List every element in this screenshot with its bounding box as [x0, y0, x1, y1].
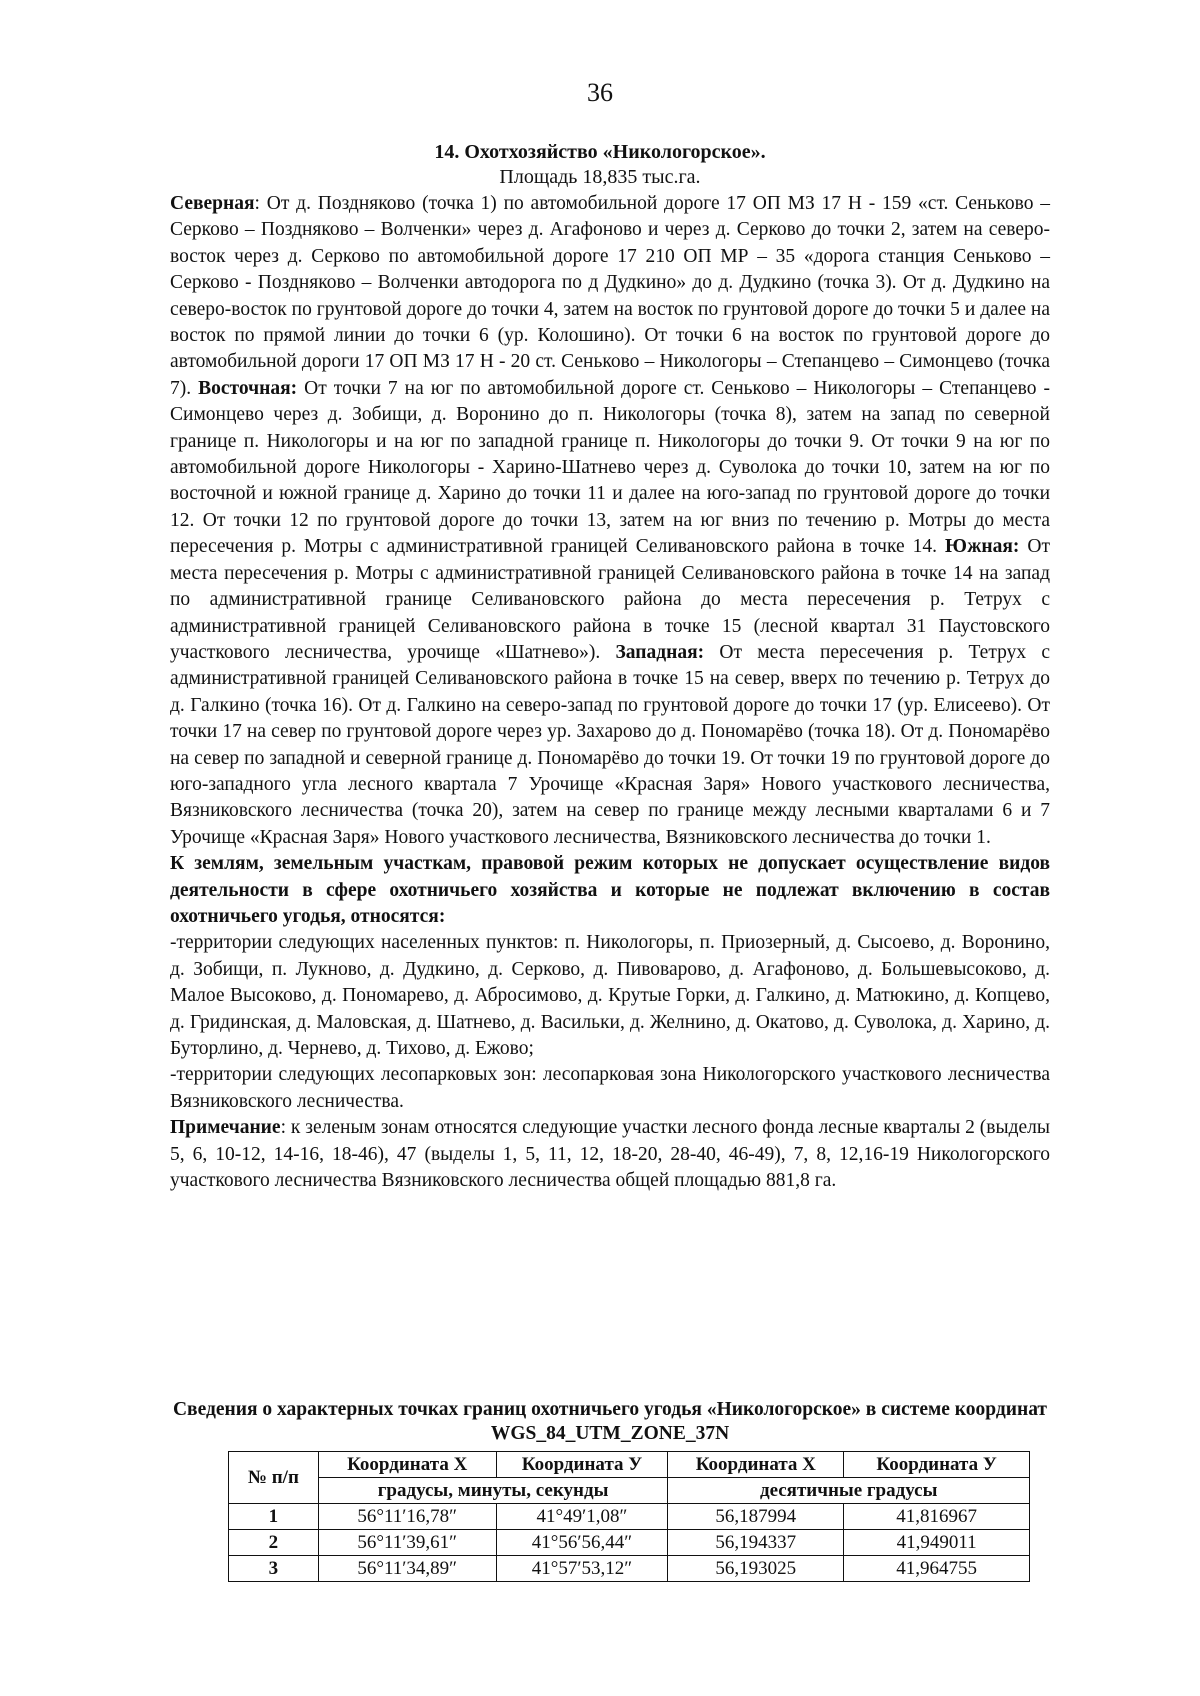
header-dms-units: градусы, минуты, секунды — [318, 1478, 668, 1504]
header-x-dms: Координата Х — [318, 1452, 496, 1478]
note-paragraph — [170, 1115, 1050, 1194]
header-x-dec: Координата Х — [668, 1452, 844, 1478]
cell-x-dec: 56,187994 — [668, 1504, 844, 1530]
cell-y-dec: 41,816967 — [844, 1504, 1030, 1530]
cell-x-dec: 56,193025 — [668, 1556, 844, 1582]
header-dec-units: десятичные градусы — [668, 1478, 1030, 1504]
cell-y-dms: 41°49′1,08″ — [496, 1504, 668, 1530]
section-title: 14. Охотхозяйство «Никологорское». — [434, 141, 766, 163]
coordinates-table — [228, 1451, 1030, 1582]
cell-y-dec: 41,964755 — [844, 1556, 1030, 1582]
table-title: Сведения о характерных точках границ охотничьего угодья «Никологорское» в системе координат WGS_84_UTM_ZONE_37N — [172, 1399, 1048, 1444]
cell-y-dec: 41,949011 — [844, 1530, 1030, 1556]
row-num: 3 — [229, 1556, 319, 1582]
east-text: От точки 7 на юг по автомобильной дороге ст. Сеньково – Никологоры – Степанцево - Симонцево через д. Зобищи, д. Воронино до п. Никологоры (точка 8), затем на запад по северной границе п. Никологоры и на юг по западной границе п. Никологоры до точки 9. От точки 9 на юг по автомобильной дороге Никологоры - Харино-Шатнево через д. Суволока до точки 10, затем на юг по восточной и южной границе д. Харино до точки 11 и далее на юго-запад по грунтовой дороге до точки 12. От точки 12 по грунтовой дороге до точки 13, затем на юг вниз по течению р. Мотры до места пересечения р. Мотры с административной границей Селивановского района в точке 14. — [170, 377, 1050, 558]
north-label: Северная — [170, 193, 255, 214]
area-line: Площадь 18,835 тыс.га. — [499, 166, 701, 188]
row-num: 1 — [229, 1504, 319, 1530]
page-number: 36 — [587, 78, 613, 107]
west-text: От места пересечения р. Тетрух с административной границей Селивановского района в точке 15 на север, вверх по течению р. Тетрух до д. Галкино (точка 16). От д. Галкино на северо-запад по грунтовой дороге до точки 17 (ур. Елисеево). От точки 17 на север по грунтовой дороге через ур. Захарово до д. Пономарёво (точка 18). От д. Пономарёво на север по западной и северной границе д. Пономарёво до точки 19. От точки 19 по грунтовой дороге до юго-западного угла лесного квартала 7 Урочище «Красная Заря» Нового участкового лесничества, Вязниковского лесничества (точка 20), затем на север по границе между лесными кварталами 6 и 7 Урочище «Красная Заря» Нового участкового лесничества, Вязниковского лесничества до точки 1. — [170, 641, 1050, 848]
header-y-dms: Координата У — [496, 1452, 668, 1478]
exclusions-settlements: -территории следующих населенных пунктов: п. Никологоры, п. Приозерный, д. Сысоево, д. Воронино, д. Зобищи, п. Лукново, д. Дудкино, д. Серково, д. Пивоварово, д. Агафоново, д. Большевысоково, д. Малое Высоково, д. Пономарево, д. Абросимово, д. Крутые Горки, д. Галкино, д. Матюкино, д. Копцево, д. Гридинская, д. Маловская, д. Шатнево, д. Васильки, д. Желнино, д. Окатово, д. Суволока, д. Харино, д. Буторлино, д. Чернево, д. Тихово, д. Ежово; — [170, 932, 1050, 1059]
table-subheader-row — [229, 1478, 1030, 1504]
cell-y-dms: 41°57′53,12″ — [496, 1556, 668, 1582]
table-row — [229, 1504, 1030, 1530]
east-label: Восточная: — [198, 377, 298, 399]
header-num: № п/п — [229, 1452, 319, 1504]
cell-x-dms: 56°11′39,61″ — [318, 1530, 496, 1556]
table-row — [229, 1530, 1030, 1556]
cell-x-dms: 56°11′34,89″ — [318, 1556, 496, 1582]
boundaries-paragraph — [170, 191, 1050, 851]
table-row — [229, 1556, 1030, 1582]
table-header-row — [229, 1452, 1030, 1478]
row-num: 2 — [229, 1530, 319, 1556]
south-label: Южная: — [945, 536, 1020, 558]
document-body — [170, 191, 1050, 1194]
cell-x-dec: 56,194337 — [668, 1530, 844, 1556]
exclusions-forest-parks: -территории следующих лесопарковых зон: лесопарковая зона Никологорского участкового лесничества Вязниковского лесничества. — [170, 1064, 1050, 1112]
cell-x-dms: 56°11′16,78″ — [318, 1504, 496, 1530]
west-label: Западная: — [615, 641, 705, 663]
header-y-dec: Координата У — [844, 1452, 1030, 1478]
note-text: : к зеленым зонам относятся следующие участки лесного фонда лесные кварталы 2 (выделы 5, 6, 10-12, 14-16, 18-46), 47 (выделы 1, 5, 11, 12, 18-20, 28-40, 46-49), 7, 8, 12,16-19 Никологорского участкового лесничества Вязниковского лесничества общей площадью 881,8 га. — [170, 1117, 1050, 1192]
cell-y-dms: 41°56′56,44″ — [496, 1530, 668, 1556]
south-text: От места пересечения р. Мотры с административной границей Селивановского района в точке 14 на запад по административной границе Селивановского района до места пересечения р. Тетрух с административной границей Селивановского района в точке 15 (лесной квартал 31 Паустовского участкового лесничества, урочище «Шатнево»). — [170, 536, 1050, 663]
note-label: Примечание — [170, 1117, 281, 1139]
north-text: : От д. Поздняково (точка 1) по автомобильной дороге 17 ОП МЗ 17 Н - 159 «ст. Сеньково – Серково – Поздняково – Волченки» через д. Агафоново и через д. Серково до точки 2, затем на северо-восток через д. Серково по автомобильной дороге 17 210 ОП МР – 35 «дорога станция Сеньково – Серково - Поздняково – Волченки автодорога по д Дудкино» до д. Дудкино (точка 3). От д. Дудкино на северо-восток по грунтовой дороге до точки 4, затем на восток по грунтовой дороге до точки 5 и далее на восток по прямой линии до точки 6 (ур. Колошино). От точки 6 на восток по грунтовой дороге до автомобильной дороги 17 ОП МЗ 17 Н - 20 ст. Сеньково – Никологоры – Степанцево – Симонцево (точка 7). — [170, 193, 1050, 399]
exclusions-heading: К землям, земельным участкам, правовой режим которых не допускает осуществление видов деятельности в сфере охотничьего хозяйства и которые не подлежат включению в состав охотничьего угодья, относятся: — [170, 853, 1050, 927]
